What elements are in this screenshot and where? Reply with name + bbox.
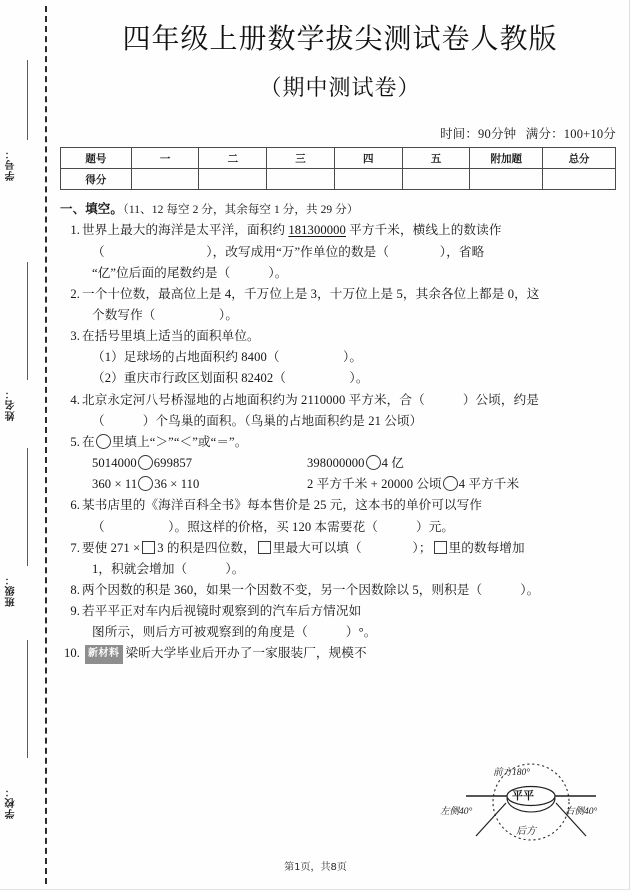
score-cell-2[interactable] — [199, 169, 267, 190]
new-material-badge: 新材料 — [85, 645, 123, 664]
diagram-center-label: 平平 — [512, 790, 534, 802]
question-5-prompt-b: 里填上“＞”“＜”或“＝”。 — [111, 434, 248, 449]
compare-expr-2 — [307, 453, 620, 474]
score-table-col-bonus: 附加题 — [470, 148, 543, 169]
question-7-line-1 — [82, 538, 620, 559]
exam-fullscore-label: 满分：100+10分 — [525, 127, 616, 142]
compare-3-right: 36 × 110 — [154, 477, 200, 492]
question-4-line-1: 北京永定河八号桥湿地的占地面积约为 2110000 平方米，合（ ）公顷，约是 — [82, 392, 540, 407]
question-6-line-2: （ ）。照这样的价格，买 120 本需要花（ ）元。 — [92, 519, 455, 534]
compare-blank-circle-prompt[interactable] — [96, 434, 111, 449]
question-5-prompt-a: 在 — [82, 434, 95, 449]
compare-blank-circle-4[interactable] — [443, 476, 458, 491]
question-3 — [60, 326, 620, 389]
table-row-headers — [61, 148, 616, 169]
blank-square-2[interactable] — [258, 541, 271, 554]
exam-meta — [60, 124, 620, 142]
question-3-number: 3. — [70, 329, 80, 344]
score-cell-1[interactable] — [131, 169, 199, 190]
question-10 — [60, 643, 620, 664]
stub-rule-1 — [27, 60, 28, 140]
rearview-mirror-diagram — [438, 756, 624, 848]
question-9 — [60, 601, 620, 643]
score-table — [60, 147, 616, 190]
question-4 — [60, 390, 620, 432]
question-6 — [60, 495, 620, 537]
score-cell-bonus[interactable] — [470, 169, 543, 190]
answer-sheet-stub — [0, 0, 48, 891]
question-1 — [60, 220, 620, 283]
stub-label-class: 班级： — [6, 574, 17, 607]
question-list — [60, 220, 620, 664]
score-table-col-4: 四 — [334, 148, 402, 169]
section-heading-points: （11、12 每空 2 分，其余每空 1 分，共 29 分） — [123, 204, 359, 217]
question-7 — [60, 538, 620, 580]
question-8 — [60, 580, 620, 601]
stub-rule-2 — [27, 262, 28, 380]
stub-rule-3 — [27, 448, 28, 566]
blank-square-1[interactable] — [142, 541, 155, 554]
compare-1-right: 699857 — [153, 456, 193, 471]
blank-square-3[interactable] — [434, 541, 447, 554]
question-1-line-1: 世界上最大的海洋是太平洋，面积约 181300000 平方千米，横线上的数读作 — [82, 223, 502, 238]
diagram-right-label: 右侧40° — [565, 807, 598, 817]
question-5-compare-row-1 — [82, 453, 620, 474]
question-9-line-2: 图所示，则后方可被观察到的角度是（ ）°。 — [92, 625, 377, 640]
question-4-number: 4. — [70, 392, 80, 407]
question-2 — [60, 284, 620, 326]
compare-2-right: 4 亿 — [381, 456, 404, 471]
compare-blank-circle-1[interactable] — [138, 455, 153, 470]
question-7-number: 7. — [70, 540, 80, 555]
stub-label-student-id: 学号： — [6, 148, 17, 181]
diagram-left-label: 左侧40° — [440, 807, 473, 817]
question-3-line-1: 在括号里填上适当的面积单位。 — [82, 329, 260, 344]
compare-3-left: 360 × 11 — [92, 477, 138, 492]
question-1-line-2: （ ），改写成用“万”作单位的数是（ ），省略 — [92, 244, 485, 259]
score-cell-3[interactable] — [267, 169, 335, 190]
stub-label-student-name: 姓名： — [6, 388, 17, 421]
exam-time-label: 时间：90分钟 — [439, 127, 517, 142]
question-9-number: 9. — [70, 604, 80, 619]
dashed-cut-line — [45, 6, 47, 884]
exam-content — [60, 0, 620, 891]
score-cell-5[interactable] — [402, 169, 470, 190]
table-row-scores — [61, 169, 616, 190]
diagram-back-label: 后方 — [516, 826, 536, 837]
question-3-subitem-2: （2）重庆市行政区划面积 82402（ ）。 — [92, 371, 369, 386]
question-10-line-1 — [82, 643, 620, 664]
score-table-row-label-2: 得分 — [61, 169, 132, 190]
compare-blank-circle-3[interactable] — [138, 476, 153, 491]
question-5-compare-row-2 — [82, 474, 620, 495]
compare-2-left: 398000000 — [307, 456, 365, 471]
question-7-seg-4: 里的数每增加 — [448, 540, 525, 555]
question-2-number: 2. — [70, 286, 80, 301]
score-table-col-total: 总分 — [543, 148, 616, 169]
page-footer: 第1页，共8页 — [284, 862, 347, 873]
diagram-front-label: 前方180° — [493, 768, 531, 778]
question-7-seg-2: 3 的积是四位数， — [157, 540, 256, 555]
compare-expr-3 — [92, 474, 307, 495]
question-5-number: 5. — [70, 434, 80, 449]
question-10-number: 10. — [63, 646, 80, 661]
question-1-number: 1. — [70, 223, 80, 238]
compare-expr-4 — [307, 474, 620, 495]
score-table-col-1: 一 — [131, 148, 199, 169]
question-10-text: 梁昕大学毕业后开办了一家服装厂，规模不 — [125, 646, 367, 661]
question-4-line-2: （ ）个鸟巢的面积。（鸟巢的占地面积约是 21 公顷） — [92, 413, 423, 428]
score-cell-4[interactable] — [334, 169, 402, 190]
compare-expr-1 — [92, 453, 307, 474]
page-subtitle: （期中测试卷） — [259, 75, 421, 101]
compare-4-right: 4 平方千米 — [458, 477, 520, 492]
section-heading-label: 一、填空。 — [60, 202, 124, 217]
score-table-col-3: 三 — [267, 148, 335, 169]
stub-rule-4 — [27, 640, 28, 758]
question-6-line-1: 某书店里的《海洋百科全书》每本售价是 25 元，这本书的单价可以写作 — [82, 498, 483, 513]
score-table-col-2: 二 — [199, 148, 267, 169]
question-5 — [60, 432, 620, 495]
score-cell-total[interactable] — [543, 169, 616, 190]
question-2-line-1: 一个十位数，最高位上是 4，千万位上是 3，十万位上是 5，其余各位上都是 0，这 — [82, 286, 540, 301]
question-8-number: 8. — [70, 583, 80, 598]
question-9-line-1: 若平平正对车内后视镜时观察到的汽车后方情况如 — [82, 604, 362, 619]
compare-blank-circle-2[interactable] — [366, 455, 381, 470]
score-table-col-5: 五 — [402, 148, 470, 169]
question-2-line-2: 个数写作（ ）。 — [92, 307, 239, 322]
question-6-number: 6. — [70, 498, 80, 513]
question-8-line-1: 两个因数的积是 360，如果一个因数不变，另一个因数除以 5，则积是（ ）。 — [82, 583, 540, 598]
section-heading-fill-in-blank — [60, 199, 620, 217]
question-7-seg-1: 要使 271 × — [82, 540, 141, 555]
compare-4-left: 2 平方千米 + 20000 公顷 — [307, 477, 442, 492]
stub-label-school: 学校： — [6, 786, 17, 819]
question-5-line-1 — [82, 432, 620, 453]
question-1-line-3: “亿”位后面的尾数约是（ ）。 — [92, 265, 288, 280]
question-7-line-2: 1，积就会增加（ ）。 — [92, 561, 245, 576]
question-1-underlined-number: 181300000 — [288, 223, 346, 238]
question-7-seg-3: 里最大可以填（ ）； — [272, 540, 432, 555]
compare-1-left: 5014000 — [92, 456, 137, 471]
page-title: 四年级上册数学拔尖测试卷人教版 — [122, 24, 558, 55]
score-table-row-label-1: 题号 — [61, 148, 132, 169]
question-3-subitem-1: （1）足球场的占地面积约 8400（ ）。 — [92, 350, 363, 365]
